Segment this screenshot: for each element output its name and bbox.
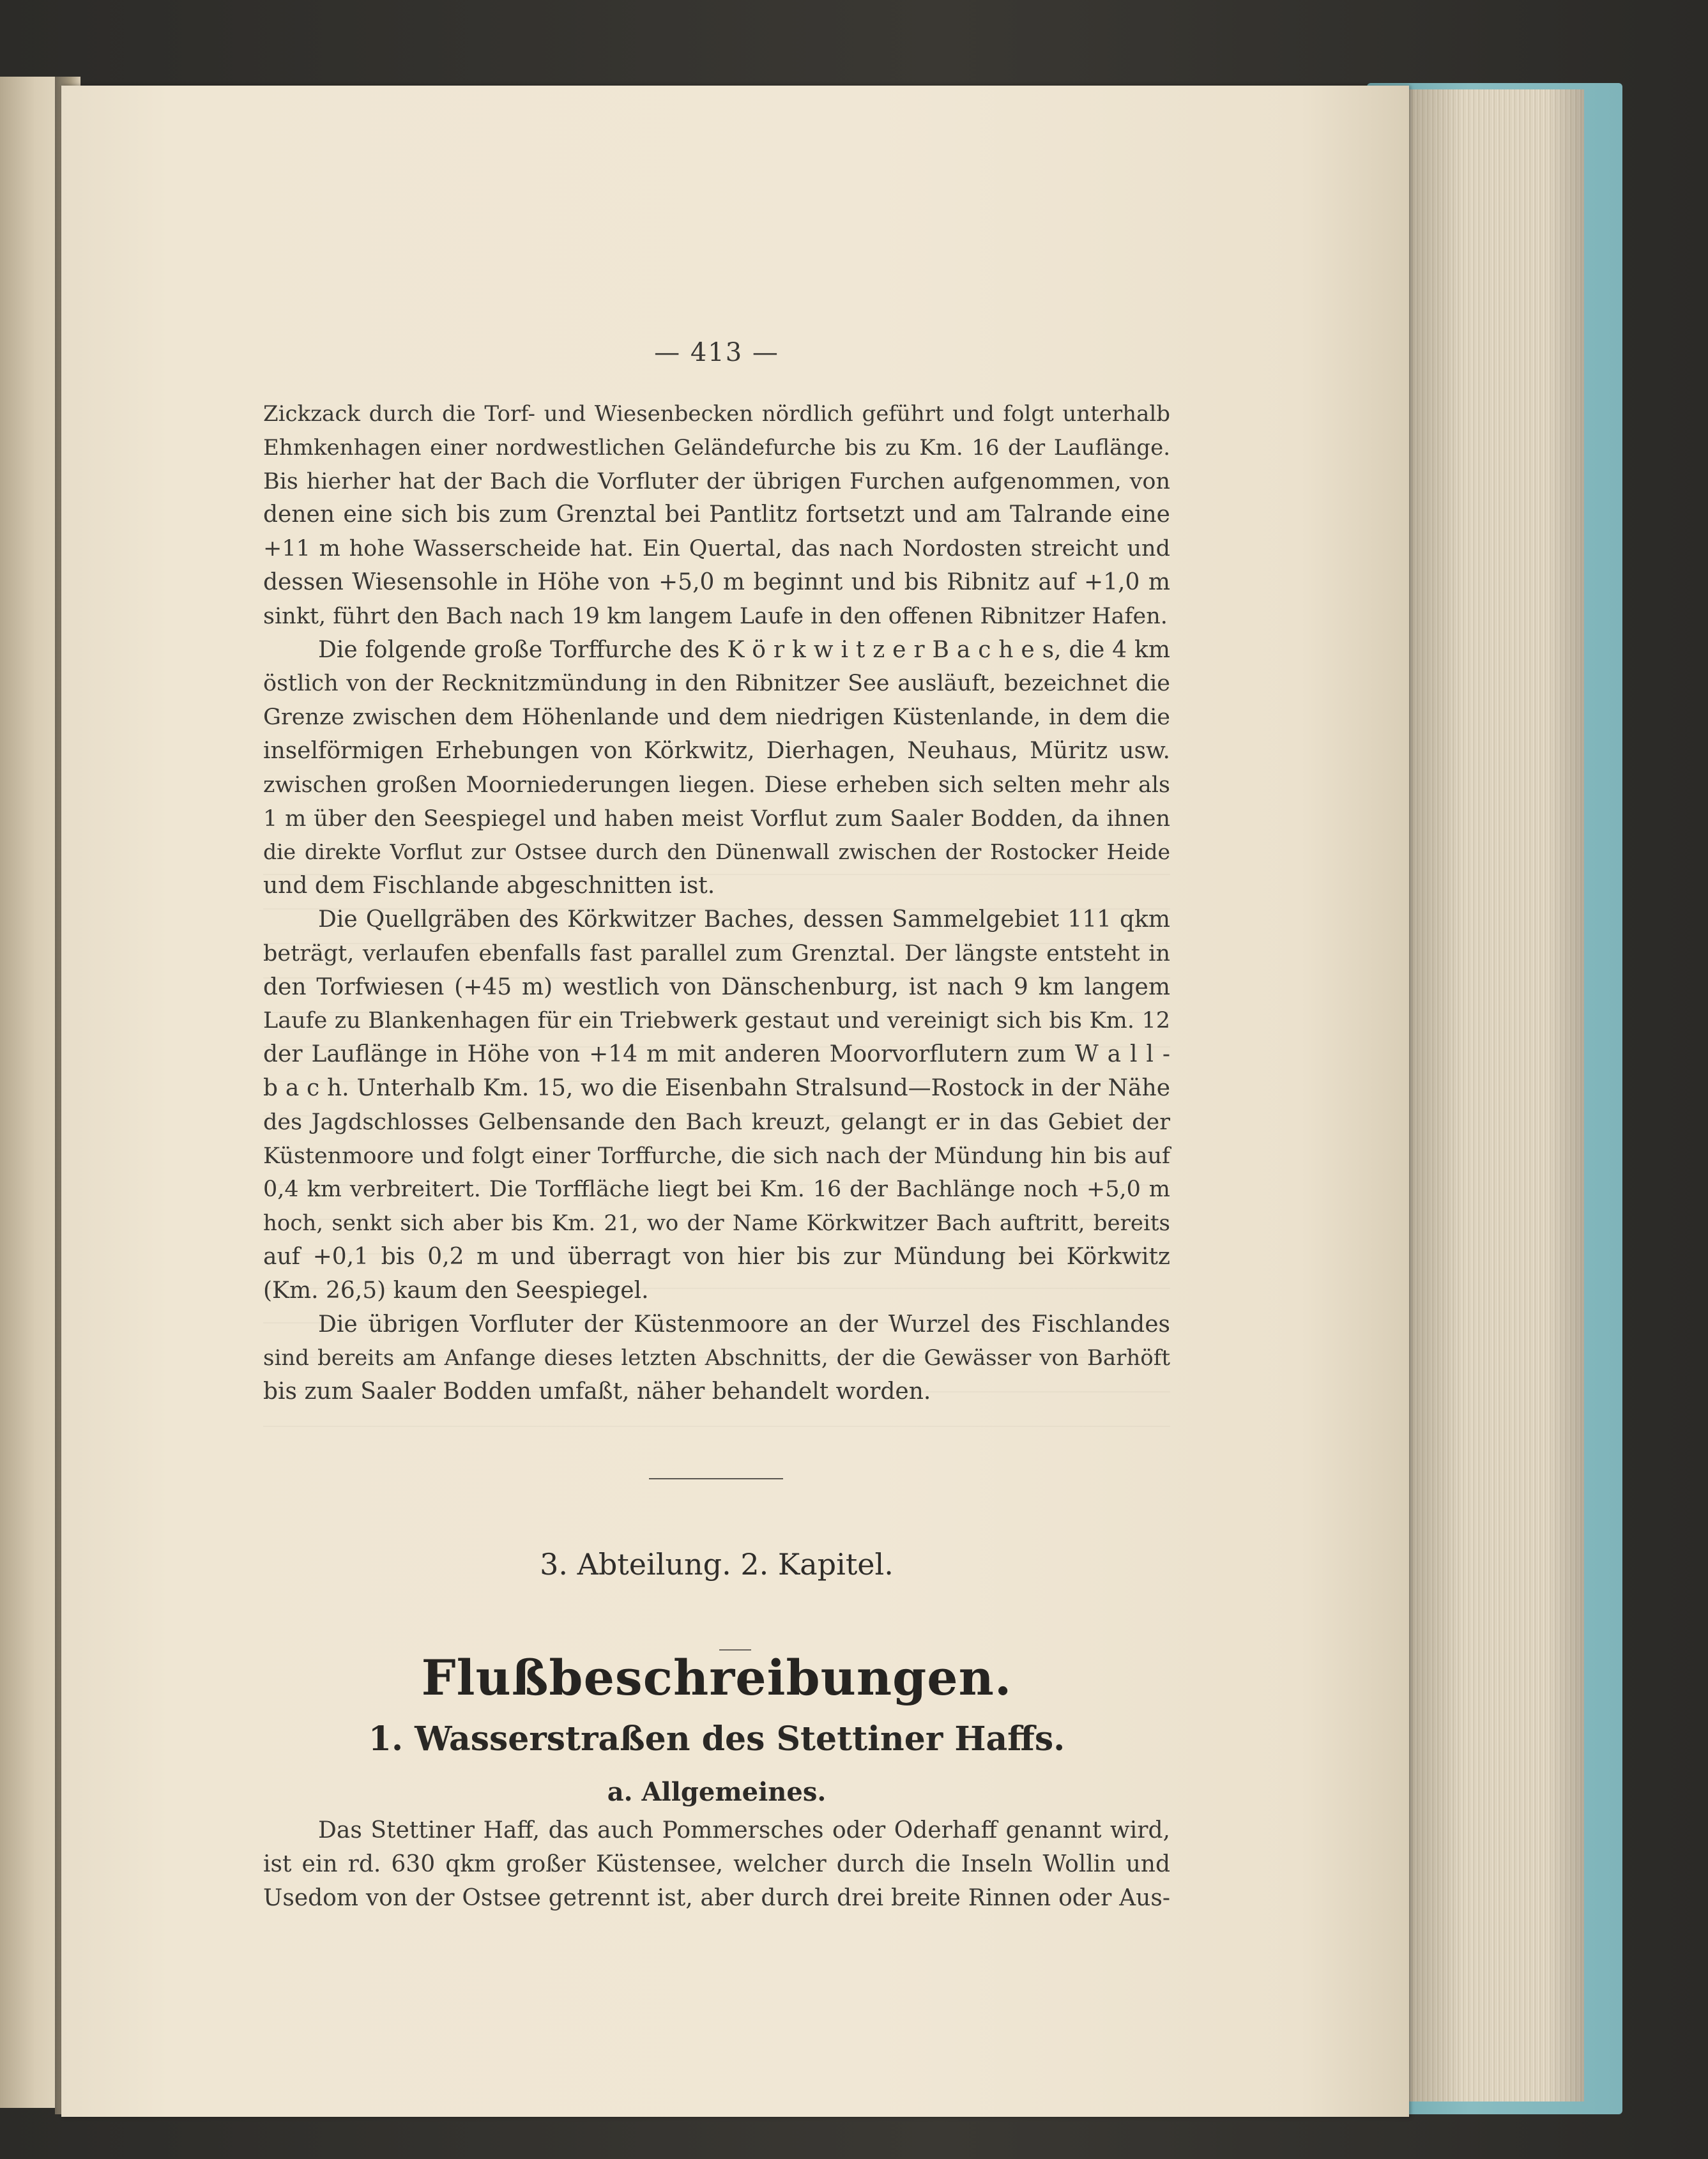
text-line: Bis hierher hat der Bach die Vorfluter der übrigen Furchen aufgenommen, von [263,468,1170,494]
text-line: Die übrigen Vorfluter der Küstenmoore an der Wurzel des Fischlandes [318,1311,1170,1338]
text-line: +11 m hohe Wasserscheide hat. Ein Quertal, das nach Nordosten streicht und [263,536,1170,562]
text-line: denen eine sich bis zum Grenztal bei Pantlitz fortsetzt und am Talrande eine [263,501,1170,528]
text-line: sind bereits am Anfange dieses letzten Abschnitts, der die Gewässer von Barhöft [263,1345,1170,1371]
text-line: Küstenmoore und folgt einer Torffurche, die sich nach der Mündung hin bis auf [263,1143,1170,1169]
section-divider [649,1478,783,1479]
text-line: Die folgende große Torffurche des K ö r k w i t z e r B a c h e s, die 4 km [318,636,1170,663]
text-line: zwischen großen Moorniederungen liegen. Diese erheben sich selten mehr als [263,772,1170,798]
text-line: (Km. 26,5) kaum den Seespiegel. [263,1277,649,1304]
text-line: beträgt, verlaufen ebenfalls fast parallel zum Grenztal. Der längste entsteht in [263,940,1170,966]
text-line: inselförmigen Erhebungen von Körkwitz, Dierhagen, Neuhaus, Müritz usw. [263,737,1170,764]
section-heading: 1. Wasserstraßen des Stettiner Haffs. [368,1720,1065,1758]
text-line: den Torfwiesen (+45 m) westlich von Dänschenburg, ist nach 9 km langem [263,973,1170,1000]
chapter-heading: Flußbeschreibungen. [421,1649,1012,1706]
body-text [263,397,1170,1409]
text-line: hoch, senkt sich aber bis Km. 21, wo der Name Körkwitzer Bach auftritt, bereits [263,1210,1170,1237]
book-page [61,86,1409,2117]
text-line: dessen Wiesensohle in Höhe von +5,0 m beginnt und bis Ribnitz auf +1,0 m [263,568,1170,595]
tail-paragraph [263,1814,1170,1915]
text-line: und dem Fischlande abgeschnitten ist. [263,873,715,899]
text-line: Usedom von der Ostsee getrennt ist, aber durch drei breite Rinnen oder Aus- [263,1884,1170,1911]
text-line: auf +0,1 bis 0,2 m und überragt von hier bis zur Mündung bei Körkwitz [263,1243,1170,1270]
facing-page-edge [0,77,64,2108]
text-line: sinkt, führt den Bach nach 19 km langem Laufe in den offenen Ribnitzer Hafen. [263,603,1168,629]
text-line: Laufe zu Blankenhagen für ein Triebwerk gestaut und vereinigt sich bis Km. 12 [263,1008,1170,1034]
page-stack-edge [1399,89,1584,2102]
page-number: — 413 — [654,338,779,367]
text-line: Ehmkenhagen einer nordwestlichen Geländefurche bis zu Km. 16 der Lauflänge. [263,434,1170,461]
text-line: östlich von der Recknitzmündung in den Ribnitzer See ausläuft, bezeichnet die [263,671,1170,697]
text-line: 1 m über den Seespiegel und haben meist Vorflut zum Saaler Bodden, da ihnen [263,805,1170,832]
text-line: b a c h. Unterhalb Km. 15, wo die Eisenbahn Stralsund—Rostock in der Nähe [263,1074,1170,1101]
section-label: 3. Abteilung. 2. Kapitel. [540,1547,894,1582]
text-line: Die Quellgräben des Körkwitzer Baches, dessen Sammelgebiet 111 qkm [318,906,1170,933]
text-line: die direkte Vorflut zur Ostsee durch den Dünenwall zwischen der Rostocker Heide [263,839,1170,865]
text-line: bis zum Saaler Bodden umfaßt, näher behandelt worden. [263,1378,931,1405]
subsection-heading: a. Allgemeines. [607,1777,827,1807]
text-line: Zickzack durch die Torf- und Wiesenbecken nördlich geführt und folgt unterhalb [263,401,1170,427]
text-line: Das Stettiner Haff, das auch Pommersches oder Oderhaff genannt wird, [318,1817,1170,1843]
text-line: Grenze zwischen dem Höhenlande und dem niedrigen Küstenlande, in dem die [263,705,1170,731]
text-line: der Lauflänge in Höhe von +14 m mit anderen Moorvorflutern zum W a l l - [263,1041,1170,1068]
text-line: ist ein rd. 630 qkm großer Küstensee, welcher durch die Inseln Wollin und [263,1850,1170,1877]
text-line: des Jagdschlosses Gelbensande den Bach kreuzt, gelangt er in das Gebiet der [263,1109,1170,1135]
text-line: 0,4 km verbreitert. Die Torffläche liegt bei Km. 16 der Bachlänge noch +5,0 m [263,1177,1170,1203]
